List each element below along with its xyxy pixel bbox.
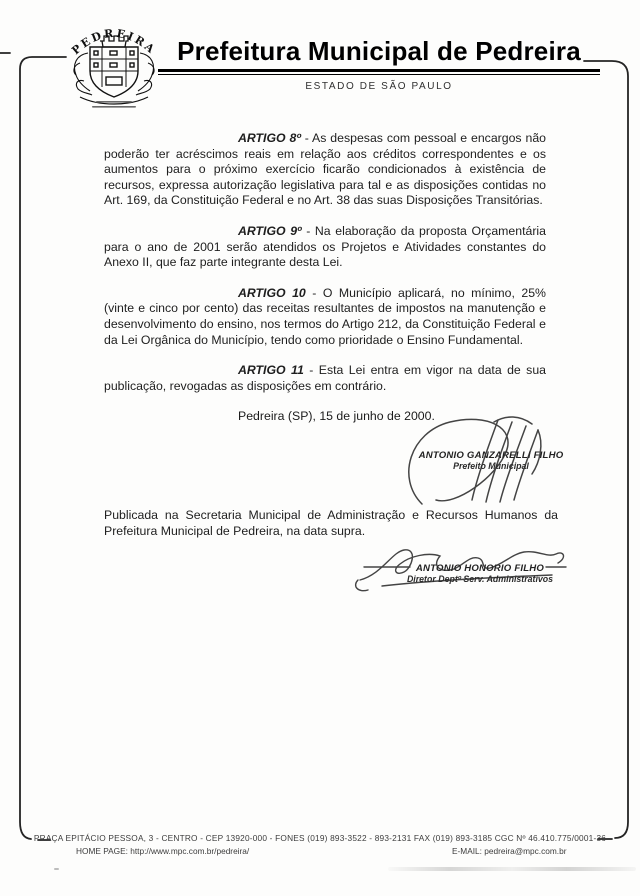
article-9-text: - Na elaboração da proposta Orçamentária para o ano de 2001 serão atendidos os Projetos e Atividades constantes do Anexo II, que faz parte integrante desta Lei. bbox=[104, 223, 547, 270]
article-10-lead: ARTIGO 10 bbox=[238, 285, 306, 300]
scan-smudge bbox=[388, 867, 636, 871]
title-underline-thick bbox=[158, 69, 600, 72]
mayor-role: Prefeito Municipal bbox=[453, 461, 529, 471]
svg-text:PEDREIRA bbox=[69, 27, 158, 58]
document-body bbox=[104, 131, 546, 425]
article-11-text: - Esta Lei entra em vigor na data de sua publicação, revogadas as disposições em contrário. bbox=[104, 363, 547, 393]
dateline: Pedreira (SP), 15 de junho de 2000. bbox=[238, 409, 435, 424]
crest-motto-ribbon bbox=[80, 97, 148, 108]
article-10-paragraph bbox=[104, 286, 546, 348]
article-8-text: - As despesas com pessoal e encargos não poderão ter acréscimos reais em relação aos créditos correspondentes e os aumentos para o próximo exercício ficarão condicionados à existência de recursos, expressa autorização legislativa para tal e as disposições contidas no Art. 169, da Constituição Federal e no Art. 38 das suas Disposições Transitórias. bbox=[104, 131, 546, 208]
crest-shield bbox=[90, 47, 138, 97]
crest-crown bbox=[100, 36, 128, 47]
signature-director bbox=[385, 563, 575, 584]
article-10-text: - O Município aplicará, no mínimo, 25% (vinte e cinco por cento) das receitas resultantes de impostos na manutenção e desenvolvimento do ensino, nos termos do Artigo 212, da Constituição Federal e da Lei Orgânica do Município, tendo como prioridade o Ensino Fundamental. bbox=[104, 285, 546, 347]
crest-flourish-right bbox=[136, 53, 154, 95]
crest-arc-text: PEDREIRA bbox=[69, 26, 159, 58]
director-role: Diretor Deptº Serv. Administrativos bbox=[406, 574, 554, 584]
signature-mayor bbox=[406, 450, 576, 471]
article-8-lead: ARTIGO 8º bbox=[238, 131, 301, 145]
article-9-lead: ARTIGO 9º bbox=[238, 223, 302, 238]
crest-flourish-left bbox=[74, 53, 92, 95]
header-subtitle: ESTADO DE SÃO PAULO bbox=[305, 81, 453, 92]
director-name: ANTONIO HONORIO FILHO bbox=[415, 563, 545, 574]
header bbox=[158, 36, 600, 92]
article-11-paragraph bbox=[104, 363, 546, 394]
footer-homepage: HOME PAGE: http://www.mpc.com.br/pedreira/ bbox=[76, 846, 250, 856]
scan-speck bbox=[54, 868, 59, 870]
article-8-paragraph bbox=[104, 131, 546, 209]
article-11-lead: ARTIGO 11 bbox=[238, 363, 304, 378]
pedreira-coat-of-arms bbox=[60, 15, 168, 111]
footer-address-line: PRAÇA EPITÁCIO PESSOA, 3 - CENTRO - CEP 13920-000 - FONES (019) 893-3522 - 893-2131 FAX (019) 893-3185 CGC Nº 46.410.775/0001-36 bbox=[33, 833, 607, 843]
page-title: Prefeitura Municipal de Pedreira bbox=[177, 36, 581, 66]
title-underline-thin bbox=[158, 74, 600, 75]
article-9-paragraph bbox=[104, 224, 546, 271]
publication-note: Publicada na Secretaria Municipal de Administração e Recursos Humanos da Prefeitura Municipal de Pedreira, na data supra. bbox=[104, 508, 558, 538]
mayor-name: ANTONIO GANZARELLI FILHO bbox=[418, 450, 564, 461]
footer-email: E-MAIL: pedreira@mpc.com.br bbox=[452, 846, 567, 856]
